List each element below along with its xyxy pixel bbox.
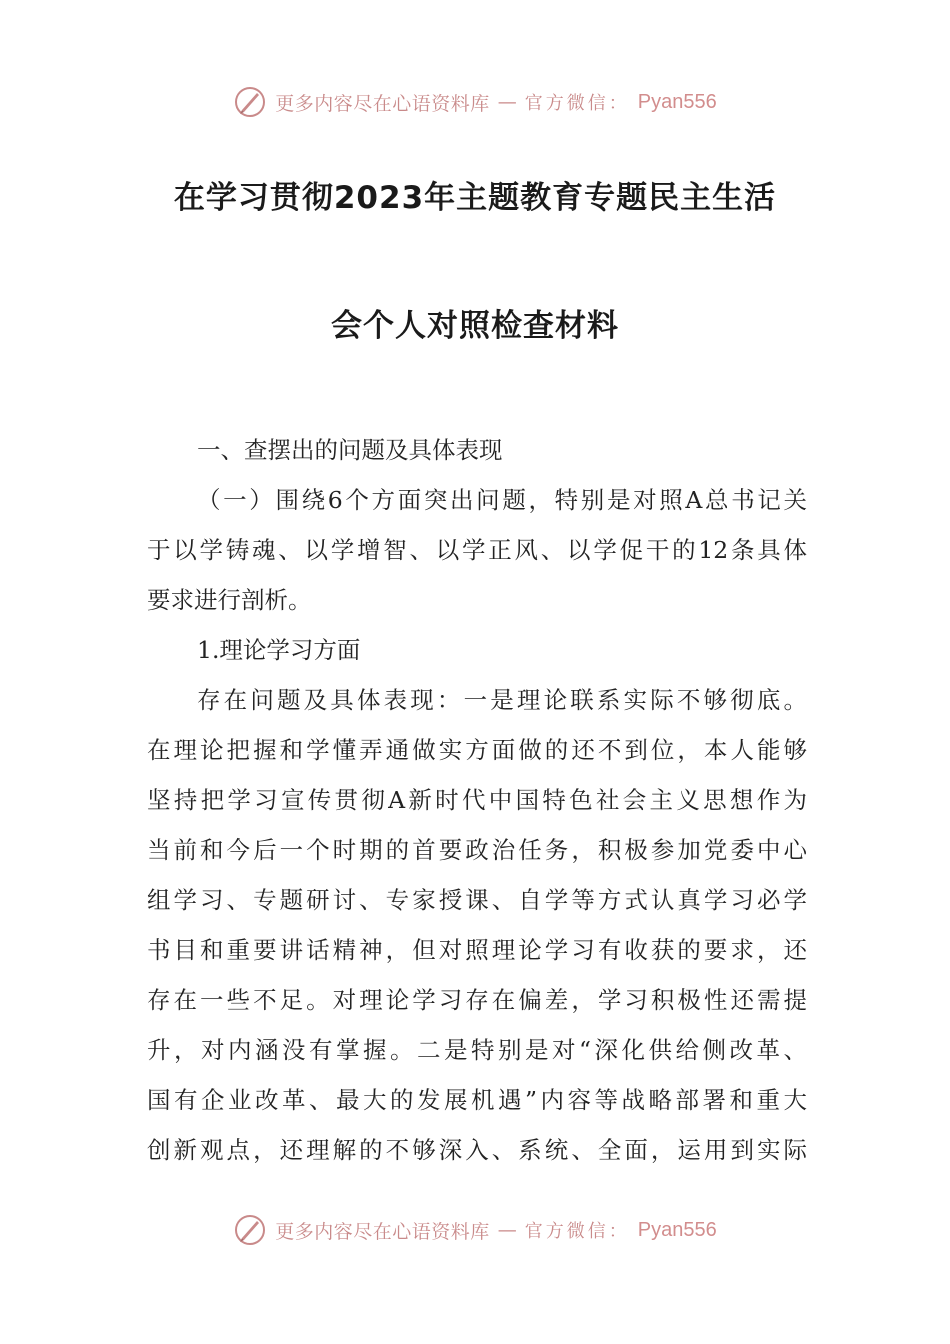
watermark-footer	[0, 1210, 950, 1250]
watermark-label: 官方微信：	[524, 93, 630, 114]
watermark-label: 官方微信：	[524, 1221, 630, 1242]
watermark-separator: —	[497, 91, 517, 113]
body-line: 在理论把握和学懂弄通做实方面做的还不到位，本人能够	[147, 736, 807, 764]
quill-logo-icon	[233, 85, 267, 119]
watermark-wechat-id: Pyan556	[637, 1218, 717, 1241]
body-line: 要求进行剖析。	[147, 586, 312, 614]
quill-logo-icon	[233, 1213, 267, 1247]
watermark-text: 更多内容尽在心语资料库	[275, 92, 490, 115]
watermark-separator: —	[497, 1219, 517, 1241]
body-line: 存在一些不足。对理论学习存在偏差，学习积极性还需提	[147, 986, 807, 1014]
watermark-wechat-id: Pyan556	[637, 90, 717, 113]
document-title-line-2: 会个人对照检查材料	[331, 308, 619, 344]
body-line: 当前和今后一个时期的首要政治任务，积极参加党委中心	[147, 836, 807, 864]
body-line: 组学习、专题研讨、专家授课、自学等方式认真学习必学	[147, 886, 807, 914]
document-title-line-1: 在学习贯彻2023年主题教育专题民主生活	[173, 180, 777, 216]
section-heading: 一、查摆出的问题及具体表现	[197, 436, 503, 464]
subsection-heading: 1.理论学习方面	[197, 636, 361, 664]
body-line: 国有企业改革、最大的发展机遇”内容等战略部署和重大	[147, 1086, 807, 1114]
body-line: 创新观点，还理解的不够深入、系统、全面，运用到实际	[147, 1136, 807, 1164]
body-line: 存在问题及具体表现：一是理论联系实际不够彻底。	[197, 686, 807, 714]
body-line: （一）围绕6个方面突出问题，特别是对照A总书记关	[197, 486, 807, 514]
watermark-header	[0, 82, 950, 122]
body-line: 于以学铸魂、以学增智、以学正风、以学促干的12条具体	[147, 536, 807, 564]
body-line: 升，对内涵没有掌握。二是特别是对“深化供给侧改革、	[147, 1036, 807, 1064]
body-line: 坚持把学习宣传贯彻A新时代中国特色社会主义思想作为	[147, 786, 807, 814]
watermark-text: 更多内容尽在心语资料库	[275, 1220, 490, 1243]
body-line: 书目和重要讲话精神，但对照理论学习有收获的要求，还	[147, 936, 807, 964]
